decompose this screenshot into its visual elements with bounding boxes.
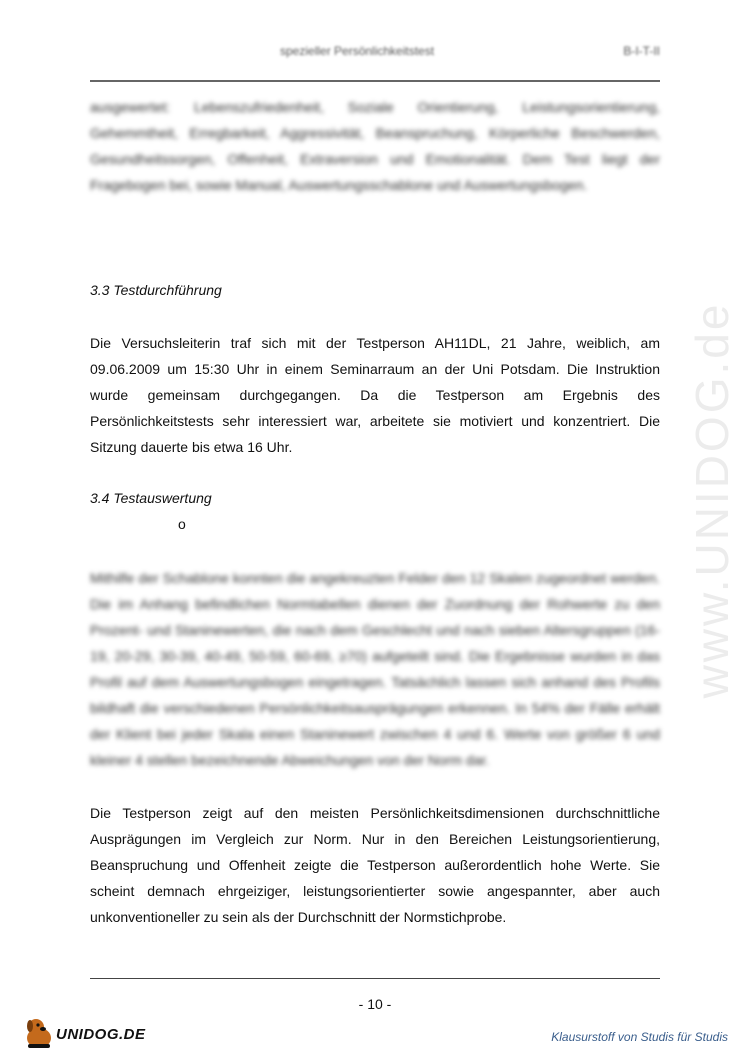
page-number: - 10 - <box>358 996 392 1012</box>
dog-icon <box>22 1014 56 1050</box>
section-heading-3-3: 3.3 Testdurchführung <box>90 282 222 298</box>
unidog-logo[interactable] <box>22 1014 152 1050</box>
site-watermark: www.UNIDOG.de <box>686 301 738 699</box>
header-divider <box>90 80 660 82</box>
logo-text: UNIDOG.DE <box>56 1026 146 1043</box>
header-code: B-I-T-II <box>623 44 660 58</box>
section-3-4-paragraph: Die Testperson zeigt auf den meisten Persönlichkeitsdimensionen durchschnittliche Ausprägungen im Vergleich zur Norm. Nur in den Bereichen Leistungsorientierung, Beanspruchung und Offenheit zeigte die Testperson außerordentlich hohe Werte. Sie scheint demnach ehrgeiziger, leistungsorientierter sowie angespannter, aber auch unkonventioneller zu sein als der Durchschnitt der Normstichprobe. <box>90 805 660 925</box>
section-heading-3-4: 3.4 Testauswertung <box>90 490 212 506</box>
intro-paragraph-blurred: ausgewertet: Lebenszufriedenheit, Soziale Orientierung, Leistungsorientierung, Gehemmtheit, Erregbarkeit, Aggressivität, Beanspruchung, Körperliche Beschwerden, Gesundheitssorgen, Offenheit, Extraversion und Emotionalität. Dem Test liegt der Fragebogen bei, sowie Manual, Auswertungsschablone und Auswertungsbogen. <box>90 99 660 193</box>
bullet-marker: o <box>178 516 186 532</box>
footer-tagline: Klausurstoff von Studis für Studis <box>551 1030 728 1044</box>
section-3-4-paragraph-blurred: Mithilfe der Schablone konnten die angekreuzten Felder den 12 Skalen zugeordnet werden. Die im Anhang befindlichen Normtabellen dienen der Zuordnung der Rohwerte zu den Prozent- und Staninewerten, die nach dem Geschlecht und nach sieben Altersgruppen (16-19, 20-29, 30-39, 40-49, 50-59, 60-69, ≥70) aufgeteilt sind. Die Ergebnisse wurden in das Profil auf dem Auswertungsbogen eingetragen. Tatsächlich lassen sich anhand des Profils bildhaft die verschiedenen Persönlichkeitsausprägungen erkennen. In 54% der Fälle erhält der Klient bei jeder Skala einen Staninewert zwischen 4 und 6. Werte von größer 6 und kleiner 4 stellen bezeichnende Abweichungen von der Norm dar. <box>90 570 660 768</box>
header-title: spezieller Persönlichkeitstest <box>280 44 435 58</box>
footer-divider <box>90 978 660 979</box>
section-3-3-paragraph: Die Versuchsleiterin traf sich mit der Testperson AH11DL, 21 Jahre, weiblich, am 09.06.2009 um 15:30 Uhr in einem Seminarraum an der Uni Potsdam. Die Instruktion wurde gemeinsam durchgegangen. Da die Testperson am Ergebnis des Persönlichkeitstests sehr interessiert war, arbeitete sie motiviert und konzentriert. Die Sitzung dauerte bis etwa 16 Uhr. <box>90 335 660 455</box>
page-header <box>90 44 660 64</box>
